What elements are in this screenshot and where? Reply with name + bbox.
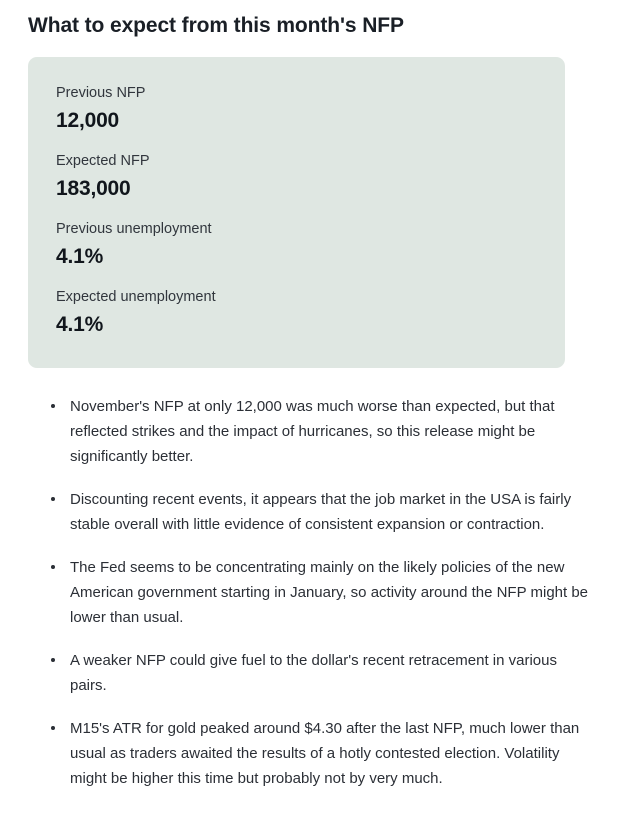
list-item (50, 555, 594, 630)
stat-label: Previous NFP (56, 85, 146, 101)
list-item (50, 716, 594, 791)
bullet-icon (51, 497, 55, 501)
bullet-icon (51, 404, 55, 408)
list-item-text: M15's ATR for gold peaked around $4.30 after the last NFP, much lower than usual as traders awaited the results of a hotly contested election. Volatility might be higher this time but probably not by very much. (70, 720, 580, 787)
stat-label: Expected NFP (56, 153, 150, 169)
bullet-icon (51, 726, 55, 730)
notes-list (0, 368, 644, 791)
list-item-text: A weaker NFP could give fuel to the dollar's recent retracement in various pairs. (70, 652, 557, 694)
stat-value: 4.1% (56, 245, 104, 268)
page-title: What to expect from this month's NFP (28, 14, 404, 37)
stat-previous-nfp (56, 83, 537, 134)
list-item (50, 487, 594, 537)
stat-expected-unemployment (56, 287, 537, 338)
stat-label: Expected unemployment (56, 289, 216, 305)
bullet-icon (51, 658, 55, 662)
list-item (50, 394, 594, 469)
list-item (50, 648, 594, 698)
list-item-text: Discounting recent events, it appears that the job market in the USA is fairly stable overall with little evidence of consistent expansion or contraction. (70, 491, 572, 533)
stat-expected-nfp (56, 151, 537, 202)
stat-label: Previous unemployment (56, 221, 212, 237)
stat-previous-unemployment (56, 219, 537, 270)
nfp-stats-card (28, 57, 565, 368)
list-item-text: November's NFP at only 12,000 was much worse than expected, but that reflected strikes and the impact of hurricanes, so this release might be significantly better. (70, 398, 555, 465)
stat-value: 183,000 (56, 177, 131, 200)
stat-value: 4.1% (56, 313, 104, 336)
list-item-text: The Fed seems to be concentrating mainly on the likely policies of the new American government starting in January, so activity around the NFP might be lower than usual. (70, 559, 589, 626)
bullet-icon (51, 565, 55, 569)
stat-value: 12,000 (56, 109, 120, 132)
